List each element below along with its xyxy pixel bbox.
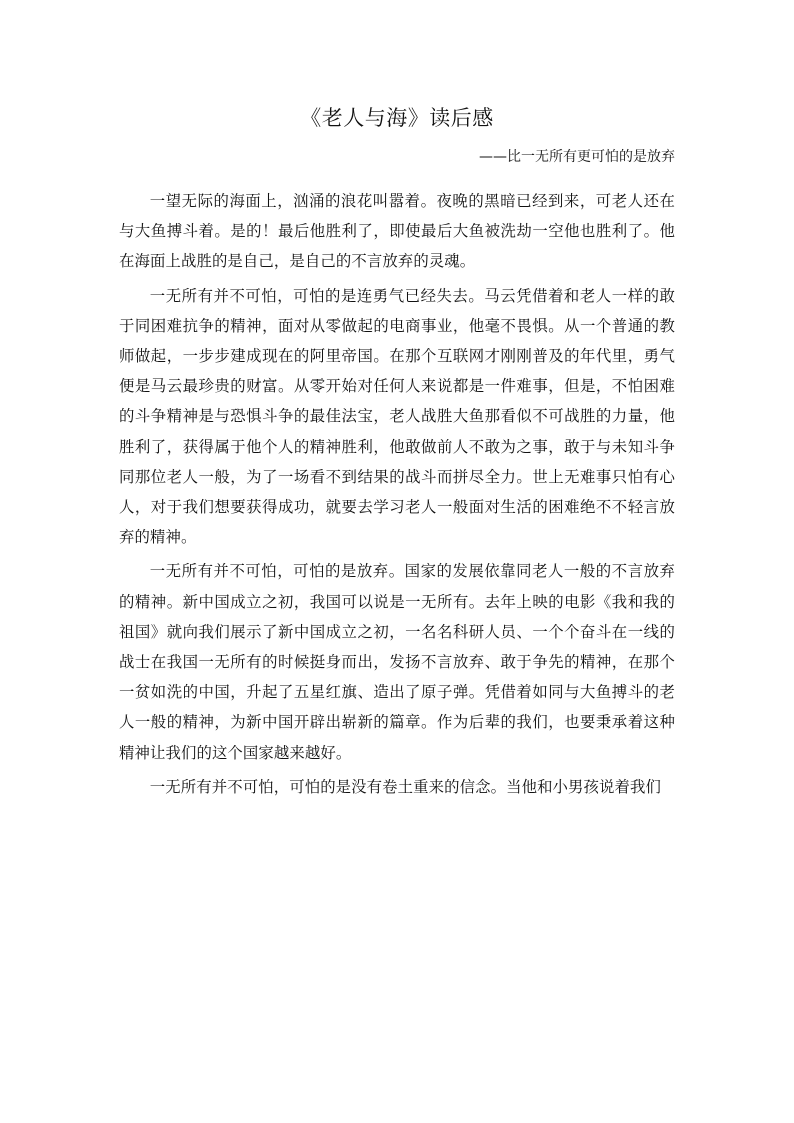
paragraph: 一望无际的海面上，汹涌的浪花叫嚣着。夜晚的黑暗已经到来，可老人还在与大鱼搏斗着。是的！最后他胜利了，即使最后大鱼被洗劫一空他也胜利了。他在海面上战胜的是自己，是自己的不言放弃的灵魂。 [119,192,675,271]
paragraph: 一无所有并不可怕，可怕的是连勇气已经失去。马云凭借着和老人一样的敢于同困难抗争的精神，面对从零做起的电商事业，他毫不畏惧。从一个普通的教师做起，一步步建成现在的阿里帝国。在那个互联网才刚刚普及的年代里，勇气便是马云最珍贵的财富。从零开始对任何人来说都是一件难事，但是，不怕困难的斗争精神是与恐惧斗争的最佳法宝，老人战胜大鱼那看似不可战胜的力量，他胜利了，获得属于他个人的精神胜利，他敢做前人不敢为之事，敢于与未知斗争同那位老人一般，为了一场看不到结果的战斗而拼尽全力。世上无难事只怕有心人，对于我们想要获得成功，就要去学习老人一般面对生活的困难绝不不轻言放弃的精神。 [119,286,675,547]
document-subtitle: ——比一无所有更可怕的是放弃 [479,149,675,165]
paragraph: 一无所有并不可怕，可怕的是放弃。国家的发展依靠同老人一般的不言放弃的精神。新中国成立之初，我国可以说是一无所有。去年上映的电影《我和我的祖国》就向我们展示了新中国成立之初，一名名科研人员、一个个奋斗在一线的战士在我国一无所有的时候挺身而出，发扬不言放弃、敢于争先的精神，在那个一贫如洗的中国，升起了五星红旗、造出了原子弹。凭借着如同与大鱼搏斗的老人一般的精神，为新中国开辟出崭新的篇章。作为后辈的我们，也要秉承着这种精神让我们的这个国家越来越好。 [119,562,675,762]
document-title: 《老人与海》读后感 [300,106,494,130]
paragraph: 一无所有并不可怕，可怕的是没有卷土重来的信念。当他和小男孩说着我们 [149,777,661,796]
document-body [119,186,675,806]
